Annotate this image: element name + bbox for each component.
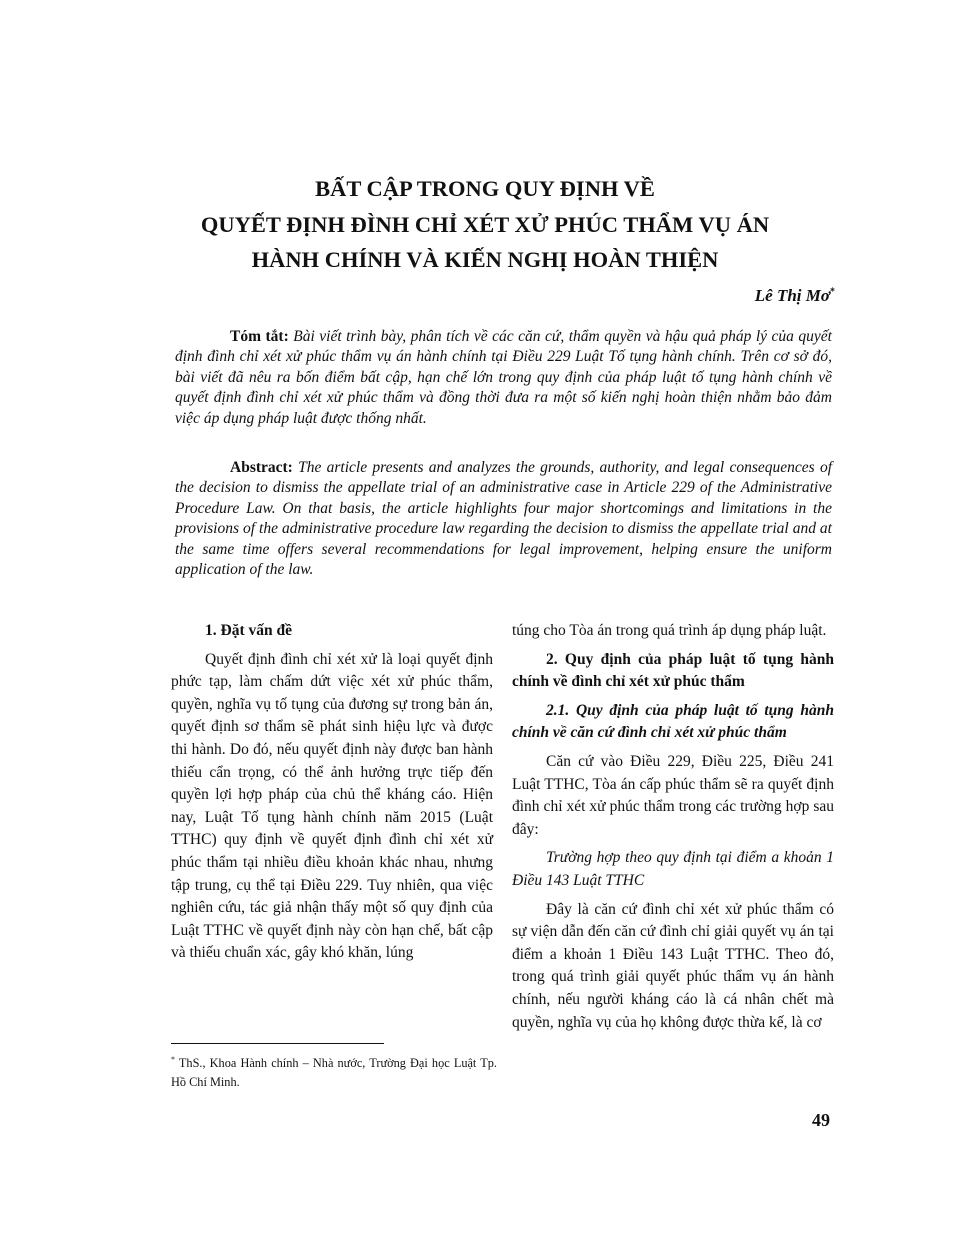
section-1-heading: 1. Đặt vấn đề — [205, 622, 292, 639]
author-name: Lê Thị Mơ — [754, 286, 830, 305]
article-title — [150, 171, 820, 278]
section-2-1-paragraph: Căn cứ vào Điều 229, Điều 225, Điều 241 Luật TTHC, Tòa án cấp phúc thẩm sẽ ra quyết định đình chỉ xét xử phúc thẩm trong các trường hợp sau đây: — [512, 752, 834, 838]
abstract-en-label: Abstract: — [230, 459, 293, 476]
summary-vi-text: Bài viết trình bày, phân tích về các căn cứ, thẩm quyền và hậu quả pháp lý của quyết định đình chỉ xét xử phúc thẩm vụ án hành chính tại Điều 229 Luật Tố tụng hành chính. Trên cơ sở đó, bài viết đã nêu ra bốn điểm bất cập, hạn chế lớn trong quy định của pháp luật tố tụng hành chính về quyết định đình chỉ xét xử phúc thẩm và đồng thời đưa ra một số kiến nghị hoàn thiện nhằm bảo đảm việc áp dụng pháp luật được thống nhất. — [175, 328, 832, 427]
right-column — [512, 620, 834, 1040]
case-title: Trường hợp theo quy định tại điểm a khoản 1 Điều 143 Luật TTHC — [512, 849, 834, 889]
section-1-paragraph: Quyết định đình chỉ xét xử là loại quyết định phức tạp, làm chấm dứt việc xét xử phúc thẩm, quyền, nghĩa vụ tố tụng của đương sự trong bản án, quyết định sơ thẩm sẽ phát sinh hiệu lực và được thi hành. Do đó, nếu quyết định này được ban hành thiếu cẩn trọng, có thể ảnh hưởng trực tiếp đến quyền lợi hợp pháp của chủ thể kháng cáo. Hiện nay, Luật Tố tụng hành chính năm 2015 (Luật TTHC) quy định về quyết định đình chỉ xét xử phúc thẩm tại nhiều điều khoản khác nhau, nhưng tập trung, cụ thể tại Điều 229. Tuy nhiên, qua việc nghiên cứu, tác giả nhận thấy một số quy định của Luật TTHC về quyết định này còn hạn chế, bất cập và thiếu chuẩn xác, gây khó khăn, lúng — [171, 650, 493, 962]
case-paragraph: Đây là căn cứ đình chỉ xét xử phúc thẩm có sự viện dẫn đến căn cứ đình chỉ giải quyết vụ án tại điểm a khoản 1 Điều 143 Luật TTHC. Theo đó, trong quá trình giải quyết phúc thẩm vụ án hành chính, nếu người kháng cáo là cá nhân chết mà quyền, nghĩa vụ của họ không được thừa kế, là cơ — [512, 900, 834, 1031]
footnote-text: ThS., Khoa Hành chính – Nhà nước, Trường Đại học Luật Tp. Hồ Chí Minh. — [171, 1056, 497, 1090]
footnote-rule — [171, 1043, 384, 1044]
title-line-2: QUYẾT ĐỊNH ĐÌNH CHỈ XÉT XỬ PHÚC THẨM VỤ ÁN — [200, 211, 770, 237]
footnote-marker: * — [171, 1055, 175, 1064]
paragraph-continuation: túng cho Tòa án trong quá trình áp dụng pháp luật. — [512, 622, 827, 639]
title-line-3: HÀNH CHÍNH VÀ KIẾN NGHỊ HOÀN THIỆN — [251, 247, 719, 272]
abstract-en-text: The article presents and analyzes the grounds, authority, and legal consequences of the decision to dismiss the appellate trial of an administrative case in Article 229 of the Administrative Procedure Law. On that basis, the article highlights four major shortcomings and limitations in the provisions of the administrative procedure law regarding the decision to dismiss the appellate trial and at the same time offers several recommendations for legal improvement, helping ensure the uniform application of the law. — [175, 459, 832, 579]
summary-vietnamese — [175, 327, 832, 429]
author-footnote-marker: * — [830, 286, 835, 298]
page-number: 49 — [812, 1110, 830, 1130]
section-2-1-heading: 2.1. Quy định của pháp luật tố tụng hành chính về căn cứ đình chỉ xét xử phúc thẩm — [512, 701, 834, 742]
left-column — [171, 620, 493, 971]
abstract-english — [175, 458, 832, 580]
summary-vi-label: Tóm tắt: — [230, 328, 289, 345]
title-line-1: BẤT CẬP TRONG QUY ĐỊNH VỀ — [315, 176, 655, 201]
author — [755, 286, 835, 306]
section-2-heading: 2. Quy định của pháp luật tố tụng hành chính về đình chỉ xét xử phúc thẩm — [512, 650, 834, 691]
footnote — [171, 1050, 497, 1092]
